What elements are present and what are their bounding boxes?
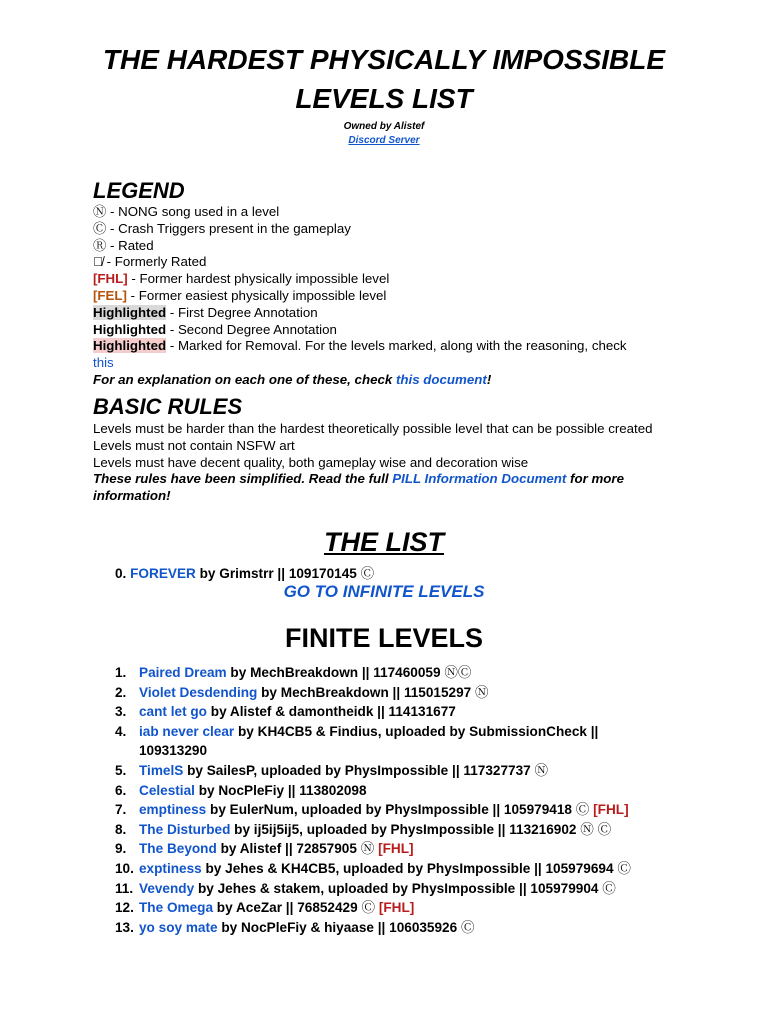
legend-fhl: [93, 271, 683, 288]
level-name-link[interactable]: The Omega: [139, 900, 214, 916]
level-number: 12.: [115, 900, 134, 916]
level-name-link[interactable]: cant let go: [139, 704, 207, 720]
highlight-first-sample: Highlighted: [93, 304, 167, 320]
legend-first-degree: [93, 305, 683, 322]
level-row: [115, 898, 655, 918]
level-name-link[interactable]: Celestial: [139, 782, 195, 798]
legend-fel: [93, 288, 683, 305]
level-details: by Jehes & KH4CB5, uploaded by PhysImpossible || 105979694: [201, 860, 618, 876]
level-body: [139, 898, 655, 918]
discord-line: [0, 135, 768, 146]
page-title: [60, 40, 708, 118]
fel-tag: [FEL]: [93, 287, 127, 303]
level-row: [115, 859, 655, 879]
rule-2: Levels must not contain NSFW art: [93, 437, 295, 453]
level-name-link[interactable]: The Disturbed: [139, 821, 231, 837]
legend-explanation: [93, 372, 683, 389]
rules-note-prefix: These rules have been simplified. Read the full: [93, 471, 393, 487]
level-symbols-icon: Ⓒ: [602, 880, 616, 896]
level-symbols-icon: Ⓒ: [617, 860, 631, 876]
finite-levels-list: [115, 663, 655, 937]
level-details: by ij5ij5ij5, uploaded by PhysImpossible || 113216902: [230, 821, 581, 837]
level-body: [139, 820, 655, 840]
go-to-infinite-levels-link[interactable]: GO TO INFINITE LEVELS: [283, 582, 485, 601]
level-name-link[interactable]: TimelS: [139, 762, 184, 778]
legend-second-degree: [93, 322, 683, 339]
level-symbols-icon: Ⓝ: [360, 841, 375, 857]
rule-1: Levels must be harder than the hardest theoretically possible level that can be possible created: [93, 421, 653, 436]
level-name-link[interactable]: iab never clear: [139, 723, 235, 739]
level-name-link[interactable]: yo soy mate: [139, 919, 218, 935]
level-number: 13.: [115, 919, 134, 935]
level-body: [139, 800, 655, 820]
legend-removal: [93, 338, 683, 372]
rules-heading: BASIC RULES: [93, 394, 243, 419]
list-heading: THE LIST: [324, 527, 444, 557]
removal-text: - Marked for Removal. For the levels marked, along with the reasoning, check: [166, 338, 627, 354]
level-row: [115, 820, 655, 840]
level-row: [115, 722, 655, 761]
level-details: by EulerNum, uploaded by PhysImpossible || 105979418: [206, 802, 576, 818]
level-row: [115, 800, 655, 820]
level-number: 6.: [115, 782, 127, 798]
explain-prefix: For an explanation on each one of these, check: [93, 371, 396, 387]
finite-levels-heading: FINITE LEVELS: [284, 623, 484, 653]
level-row: [115, 702, 655, 722]
explain-document-link[interactable]: this document: [395, 371, 487, 387]
fhl-tag: [FHL]: [93, 271, 128, 287]
level-body: [139, 839, 655, 859]
level-number: 10.: [115, 860, 134, 876]
level-body: [139, 781, 655, 801]
level-name-link[interactable]: emptiness: [139, 802, 207, 818]
level-symbols-icon: ⓃⒸ: [444, 665, 472, 680]
level-body: [139, 918, 655, 938]
level-number: 2.: [115, 684, 127, 700]
level-body: [139, 859, 655, 879]
level-symbols-icon: Ⓝ Ⓒ: [580, 821, 612, 837]
legend-rated: Ⓡ - Rated: [93, 237, 154, 253]
level-symbols-icon: Ⓒ: [575, 802, 590, 818]
level-name-link[interactable]: Paired Dream: [139, 665, 227, 680]
level-body: [139, 761, 655, 781]
fhl-badge: [FHL]: [378, 900, 415, 916]
level-symbols-icon: Ⓒ: [460, 919, 475, 935]
list-entry-0: [115, 562, 374, 582]
level-row: [115, 761, 655, 781]
discord-server-link[interactable]: Discord Server: [348, 135, 420, 146]
rules-note-suffix: for more information!: [93, 471, 624, 504]
legend-nong: Ⓝ - NONG song used in a level: [93, 204, 280, 219]
owner-credit: Owned by Alistef: [343, 121, 425, 132]
level-body: [139, 702, 655, 722]
level-symbols-icon: Ⓝ: [534, 762, 549, 778]
legend-crash: Ⓒ - Crash Triggers present in the gameplay: [93, 220, 351, 236]
level-number: 7.: [115, 802, 127, 818]
level-name-link[interactable]: The Beyond: [139, 841, 217, 857]
legend-heading: LEGEND: [93, 178, 185, 203]
level-details: by NocPleFiy || 113802098: [194, 782, 367, 798]
level-details: by KH4CB5 & Findius, uploaded by SubmissionCheck || 109313290: [139, 723, 599, 759]
level-number: 4.: [115, 723, 127, 739]
entry-0-level-link[interactable]: FOREVER: [130, 566, 196, 581]
level-symbols-icon: Ⓝ: [475, 684, 489, 700]
level-number: 9.: [115, 841, 127, 857]
level-number: 1.: [115, 665, 127, 680]
level-row: [115, 663, 655, 683]
legend-list: [93, 204, 683, 389]
level-number: 3.: [115, 704, 127, 720]
fel-text: - Former easiest physically impossible level: [126, 287, 387, 303]
removal-link[interactable]: this: [93, 355, 114, 371]
level-details: by Alistef || 72857905: [216, 841, 361, 857]
level-row: [115, 918, 655, 938]
level-details: by SailesP, uploaded by PhysImpossible || 117327737: [183, 762, 535, 778]
crash-icon: Ⓒ: [360, 566, 375, 581]
level-details: by Alistef & damontheidk || 114131677: [206, 704, 456, 720]
level-details: by MechBreakdown || 117460059: [226, 665, 445, 680]
rules-note: [93, 471, 683, 505]
level-number: 11.: [115, 880, 134, 896]
level-row: [115, 781, 655, 801]
rules-list: [93, 421, 683, 505]
title-line-1: THE HARDEST PHYSICALLY IMPOSSIBLE: [102, 44, 666, 75]
level-number: 8.: [115, 821, 127, 837]
level-row: [115, 839, 655, 859]
level-body: [139, 722, 655, 761]
highlight-removal-sample: Highlighted: [93, 338, 167, 354]
level-symbols-icon: Ⓒ: [361, 900, 376, 916]
pill-document-link[interactable]: PILL Information Document: [392, 471, 567, 487]
level-details: by AceZar || 76852429: [213, 900, 362, 916]
entry-0-details: by Grimstrr || 109170145: [195, 566, 361, 581]
rule-3: Levels must have decent quality, both gameplay wise and decoration wise: [93, 454, 529, 470]
level-body: [139, 663, 655, 683]
highlight-second-sample: Highlighted: [93, 321, 167, 337]
title-line-2: LEVELS LIST: [295, 83, 473, 114]
level-body: [139, 683, 655, 703]
level-row: [115, 879, 655, 899]
second-degree-text: - Second Degree Annotation: [166, 321, 337, 337]
fhl-badge: [FHL]: [378, 841, 414, 857]
level-details: by NocPleFiy & hiyaase || 106035926: [217, 919, 461, 935]
first-degree-text: - First Degree Annotation: [166, 304, 318, 320]
level-name-link[interactable]: Violet Desdending: [139, 684, 258, 700]
fhl-badge: [FHL]: [593, 802, 629, 818]
legend-formerly-rated: Ⓡ̸ - Formerly Rated: [93, 254, 207, 270]
level-body: [139, 879, 655, 899]
level-details: by Jehes & stakem, uploaded by PhysImpossible || 105979904: [194, 880, 603, 896]
level-name-link[interactable]: exptiness: [139, 860, 202, 876]
level-number: 5.: [115, 762, 127, 778]
explain-suffix: !: [486, 371, 492, 387]
level-details: by MechBreakdown || 115015297: [257, 684, 476, 700]
entry-0-number: 0.: [115, 566, 127, 581]
fhl-text: - Former hardest physically impossible level: [127, 271, 390, 287]
level-row: [115, 683, 655, 703]
level-name-link[interactable]: Vevendy: [139, 880, 195, 896]
